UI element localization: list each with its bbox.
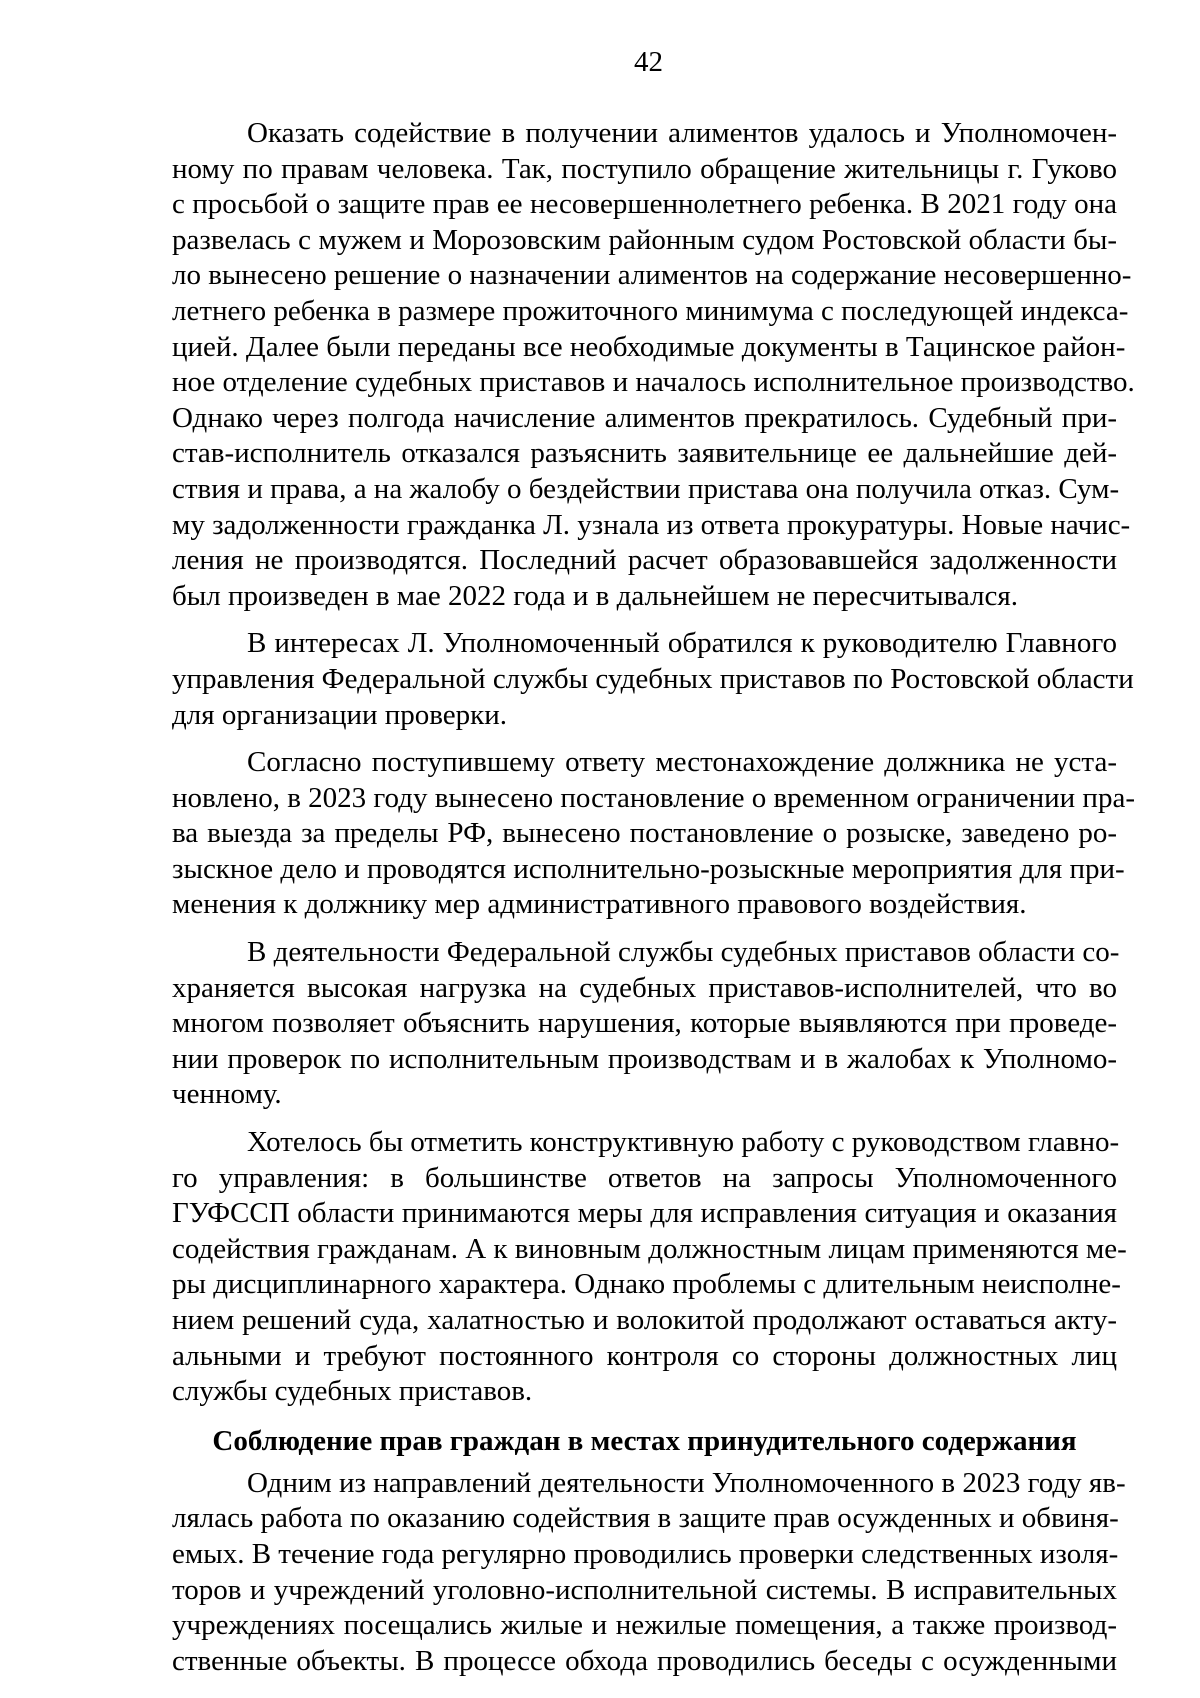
text-line: ло вынесено решение о назначении алиментов на содержание несовершенно- — [172, 259, 1132, 292]
text-line: с просьбой о защите прав ее несовершеннолетнего ребенка. В 2021 году она — [172, 188, 1117, 221]
text-line: ления не производятся. Последний расчет образовавшейся задолженности — [172, 544, 1117, 577]
text-line: ры дисциплинарного характера. Однако проблемы с длительным неисполне- — [172, 1268, 1121, 1301]
text-line: ное отделение судебных приставов и началось исполнительное производство. — [172, 366, 1135, 399]
text-line: многом позволяет объяснить нарушения, которые выявляются при проведе- — [172, 1007, 1117, 1040]
paragraph — [172, 1466, 1126, 1680]
text-line: го управления: в большинстве ответов на запросы Уполномоченного — [172, 1161, 1117, 1194]
text-line: Хотелось бы отметить конструктивную работу с руководством главно- — [247, 1126, 1120, 1159]
text-line: Оказать содействие в получении алиментов удалось и Уполномочен- — [247, 117, 1117, 149]
text-line: содействия гражданам. А к виновным должностным лицам применяются ме- — [172, 1232, 1127, 1265]
text-line: менения к должнику мер административного правового воздействия. — [172, 888, 1027, 921]
section-body-text — [172, 1466, 1126, 1680]
text-line: ствия и права, а на жалобу о бездействии пристава она получила отказ. Сум- — [172, 472, 1120, 505]
text-line: службы судебных приставов. — [172, 1375, 533, 1408]
paragraph — [172, 116, 1135, 614]
text-line: храняется высокая нагрузка на судебных приставов-исполнителей, что во — [172, 971, 1117, 1004]
body-text — [172, 116, 1135, 1410]
text-line: альными и требуют постоянного контроля со стороны должностных лиц — [172, 1339, 1117, 1372]
text-line: ва выезда за пределы РФ, вынесено постановление о розыске, заведено ро- — [172, 817, 1117, 850]
text-line: лялась работа по оказанию содействия в защите прав осужденных и обвиня- — [172, 1502, 1119, 1535]
text-line: учреждениях посещались жилые и нежилые помещения, а также производ- — [172, 1609, 1117, 1642]
text-line: му задолженности гражданка Л. узнала из ответа прокуратуры. Новые начис- — [172, 508, 1131, 541]
text-line: цией. Далее были переданы все необходимые документы в Тацинское район- — [172, 330, 1126, 363]
text-line: Согласно поступившему ответу местонахождение должника не уста- — [247, 746, 1117, 779]
paragraph — [172, 935, 1120, 1113]
text-line: В интересах Л. Уполномоченный обратился к руководителю Главного — [247, 627, 1117, 660]
text-line: ственные объекты. В процессе обхода проводились беседы с осужденными — [172, 1644, 1117, 1677]
paragraph — [172, 1125, 1127, 1410]
text-line: нии проверок по исполнительным производствам и в жалобах к Уполномо- — [172, 1042, 1117, 1075]
text-line: управления Федеральной службы судебных приставов по Ростовской области — [172, 662, 1134, 695]
text-line: новлено, в 2023 году вынесено постановление о временном ограничении пра- — [172, 781, 1135, 814]
section-heading: Соблюдение прав граждан в местах принудительного содержания — [212, 1424, 1077, 1457]
text-line: торов и учреждений уголовно-исполнительной системы. В исправительных — [172, 1573, 1117, 1606]
text-line: для организации проверки. — [172, 698, 508, 731]
document-page — [172, 40, 1135, 1691]
page-number: 42 — [634, 46, 663, 78]
text-line: ГУФССП области принимаются меры для исправления ситуация и оказания — [172, 1197, 1117, 1230]
text-line: В деятельности Федеральной службы судебных приставов области со- — [247, 936, 1120, 969]
paragraph — [172, 626, 1134, 733]
text-line: Одним из направлений деятельности Уполномоченного в 2023 году яв- — [247, 1466, 1126, 1499]
text-line: ченному. — [172, 1078, 282, 1111]
text-line: емых. В течение года регулярно проводились проверки следственных изоля- — [172, 1537, 1119, 1570]
text-line: был произведен в мае 2022 года и в дальнейшем не пересчитывался. — [172, 579, 1018, 612]
text-line: зыскное дело и проводятся исполнительно-розыскные мероприятия для при- — [172, 852, 1125, 885]
text-line: став-исполнитель отказался разъяснить заявительнице ее дальнейшие дей- — [172, 437, 1117, 470]
paragraph — [172, 745, 1135, 923]
text-line: летнего ребенка в размере прожиточного минимума с последующей индекса- — [172, 294, 1129, 327]
text-line: нием решений суда, халатностью и волокитой продолжают оставаться акту- — [172, 1304, 1117, 1336]
text-line: ному по правам человека. Так, поступило обращение жительницы г. Гуково — [172, 152, 1117, 185]
text-line: развелась с мужем и Морозовским районным судом Ростовской области бы- — [172, 223, 1117, 256]
text-line: Однако через полгода начисление алиментов прекратилось. Судебный при- — [172, 401, 1117, 434]
